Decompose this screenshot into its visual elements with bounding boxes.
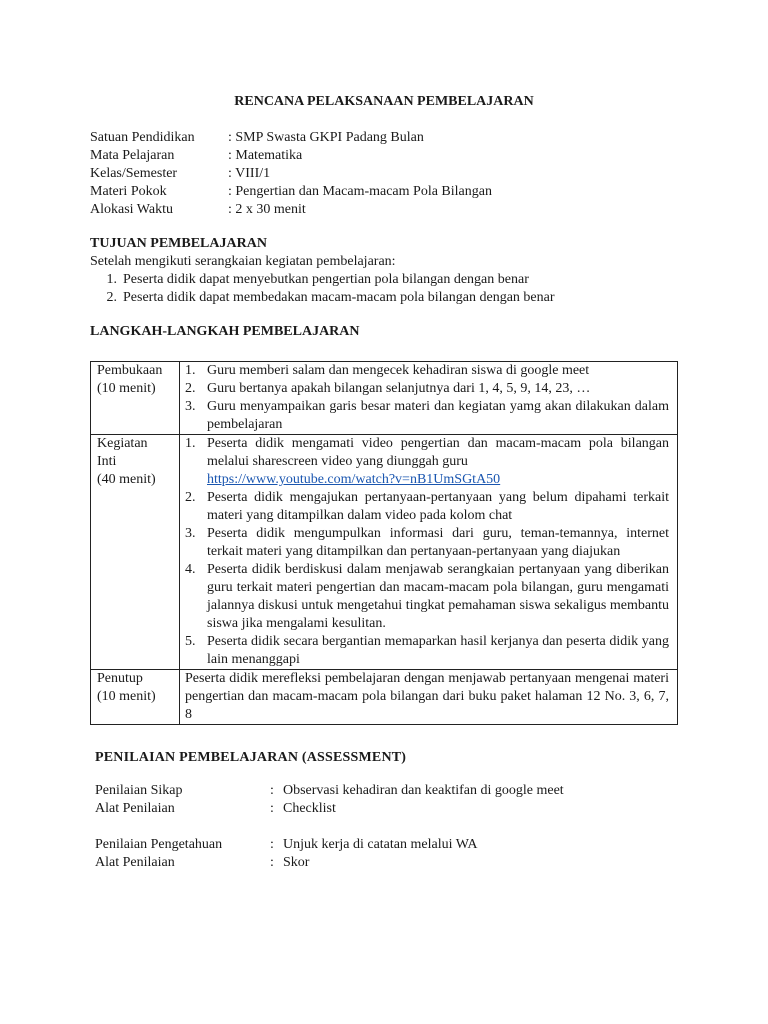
list-text: Peserta didik dapat membedakan macam-macam pola bilangan dengan benar <box>123 290 555 305</box>
assessment-label: Alat Penilaian <box>95 801 175 816</box>
identity-value: : VIII/1 <box>228 166 271 181</box>
list-item <box>90 271 555 289</box>
identity-value: : Matematika <box>228 148 303 163</box>
list-text: Peserta didik mengajukan pertanyaan-pertanyaan yang belum dipahami terkait materi yang ditampilkan dalam video pada kolom chat <box>207 490 669 523</box>
list-number: 2. <box>185 490 196 505</box>
video-link[interactable]: https://www.youtube.com/watch?v=nB1UmSGtA50 <box>207 472 501 487</box>
phase-name: Pembukaan <box>97 363 163 378</box>
tujuan-intro: Setelah mengikuti serangkaian kegiatan pembelajaran: <box>90 254 396 269</box>
list-number: 1. <box>185 363 196 378</box>
list-text: Peserta didik berdiskusi dalam menjawab serangkaian pertanyaan yang diberikan guru terkait materi pengertian dan macam-macam pola bilangan, guru mengamati jalannya diskusi untuk mengetahui tingkat pemahaman siswa sekaligus membantu siswa jika mengalami kesulitan. <box>207 562 669 631</box>
list-number: 3. <box>185 399 196 414</box>
identity-label: Kelas/Semester <box>90 166 178 181</box>
phase-cell <box>91 362 180 435</box>
list-text: Peserta didik secara bergantian memaparkan hasil kerjanya dan peserta didik yang lain menanggapi <box>207 634 669 667</box>
assessment-value: Unjuk kerja di catatan melalui WA <box>283 837 478 852</box>
assessment-row <box>95 836 478 854</box>
assessment-colon: : <box>270 855 274 870</box>
list-item <box>182 398 669 434</box>
identity-row <box>90 165 492 183</box>
identity-label: Satuan Pendidikan <box>90 130 195 145</box>
identity-row <box>90 183 492 201</box>
phase-duration: (10 menit) <box>97 689 156 704</box>
assessment-colon: : <box>270 801 274 816</box>
assessment-colon: : <box>270 783 274 798</box>
list-text: Guru memberi salam dan mengecek kehadiran siswa di google meet <box>207 363 590 378</box>
list-item <box>182 362 669 380</box>
list-number: 1. <box>185 436 196 451</box>
tujuan-list <box>90 271 555 307</box>
identity-value: : SMP Swasta GKPI Padang Bulan <box>228 130 424 145</box>
phase-name: Kegiatan Inti <box>97 436 148 469</box>
assessment-value: Observasi kehadiran dan keaktifan di google meet <box>283 783 564 798</box>
identity-block <box>90 129 492 219</box>
list-number: 5. <box>185 634 196 649</box>
identity-row <box>90 129 492 147</box>
identity-value: : Pengertian dan Macam-macam Pola Bilangan <box>228 184 492 199</box>
assessment-label: Penilaian Pengetahuan <box>95 837 223 852</box>
penutup-text: Peserta didik merefleksi pembelajaran dengan menjawab pertanyaan mengenai materi pengertian dan macam-macam pola bilangan dari buku paket halaman 12 No. 3, 6, 7, 8 <box>185 671 669 722</box>
list-text <box>207 435 669 489</box>
identity-label: Materi Pokok <box>90 184 167 199</box>
tujuan-heading: TUJUAN PEMBELAJARAN <box>90 236 267 251</box>
phase-duration: (40 menit) <box>97 472 156 487</box>
list-text: Guru bertanya apakah bilangan selanjutnya dari 1, 4, 5, 9, 14, 23, … <box>207 381 591 396</box>
assessment-value: Checklist <box>283 801 336 816</box>
identity-row <box>90 201 492 219</box>
list-number: 2. <box>106 290 117 305</box>
identity-row <box>90 147 492 165</box>
phase-name: Penutup <box>97 671 143 686</box>
table-row <box>91 670 678 725</box>
activity-cell <box>180 362 678 435</box>
identity-label: Mata Pelajaran <box>90 148 175 163</box>
table-row <box>91 435 678 670</box>
list-item <box>182 561 669 633</box>
identity-value: : 2 x 30 menit <box>228 202 306 217</box>
list-number: 2. <box>185 381 196 396</box>
activity-cell <box>180 670 678 725</box>
assessment-colon: : <box>270 837 274 852</box>
assessment-row <box>95 782 564 800</box>
list-text: Peserta didik dapat menyebutkan pengertian pola bilangan dengan benar <box>123 272 529 287</box>
list-number: 4. <box>185 562 196 577</box>
list-item <box>182 489 669 525</box>
assessment-row <box>95 800 564 818</box>
langkah-heading: LANGKAH-LANGKAH PEMBELAJARAN <box>90 324 360 339</box>
activity-cell <box>180 435 678 670</box>
list-item <box>182 435 669 489</box>
phase-duration: (10 menit) <box>97 381 156 396</box>
phase-cell <box>91 670 180 725</box>
assessment-value: Skor <box>283 855 310 870</box>
list-item <box>90 289 555 307</box>
steps-table <box>90 361 678 725</box>
assessment-label: Alat Penilaian <box>95 855 175 870</box>
list-number: 3. <box>185 526 196 541</box>
assessment-group <box>95 836 478 872</box>
identity-label: Alokasi Waktu <box>90 202 173 217</box>
list-item <box>182 633 669 669</box>
phase-cell <box>91 435 180 670</box>
list-text: Peserta didik mengumpulkan informasi dari guru, teman-temannya, internet terkait materi yang ditampilkan dan pertanyaan-pertanyaan yang diajukan <box>207 526 669 559</box>
list-text: Guru menyampaikan garis besar materi dan kegiatan yamg akan dilakukan dalam pembelajaran <box>207 399 669 432</box>
assessment-heading: PENILAIAN PEMBELAJARAN (ASSESSMENT) <box>95 750 407 765</box>
document-title: RENCANA PELAKSANAAN PEMBELAJARAN <box>234 94 534 109</box>
assessment-label: Penilaian Sikap <box>95 783 183 798</box>
assessment-row <box>95 854 478 872</box>
table-row <box>91 362 678 435</box>
assessment-group <box>95 782 564 818</box>
list-item <box>182 380 669 398</box>
list-item <box>182 525 669 561</box>
list-number: 1. <box>106 272 117 287</box>
list-text-body: Peserta didik mengamati video pengertian dan macam-macam pola bilangan melalui sharescreen video yang diunggah guru <box>207 436 669 469</box>
